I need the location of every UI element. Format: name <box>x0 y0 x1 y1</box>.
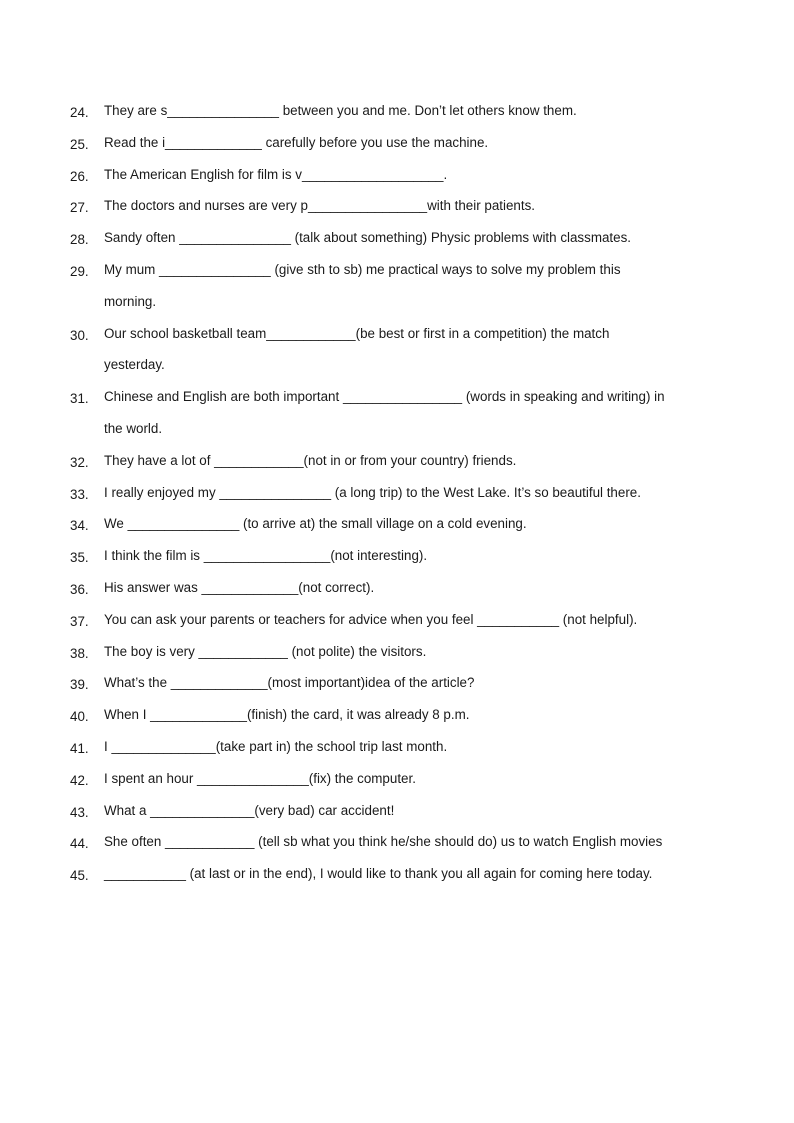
question-number: 26. <box>70 168 89 184</box>
question-text: His answer was _____________(not correct). <box>104 579 375 595</box>
question-29-continuation <box>0 286 794 318</box>
question-text: I spent an hour _______________(fix) the computer. <box>104 770 416 786</box>
question-text: The American English for film is v___________________. <box>104 166 448 182</box>
question-43 <box>0 795 794 827</box>
question-44 <box>0 826 794 858</box>
question-text: The doctors and nurses are very p________________with their patients. <box>104 198 536 214</box>
question-36 <box>0 572 794 604</box>
question-text: When I _____________(finish) the card, it was already 8 p.m. <box>104 707 470 723</box>
question-41 <box>0 731 794 763</box>
question-31 <box>0 381 794 413</box>
question-text-continuation: yesterday. <box>104 357 165 373</box>
question-text: I think the film is _________________(not interesting). <box>104 548 428 564</box>
question-29 <box>0 254 794 286</box>
question-24 <box>0 95 794 127</box>
question-33 <box>0 477 794 509</box>
question-34 <box>0 508 794 540</box>
question-number: 31. <box>70 391 89 407</box>
question-number: 24. <box>70 105 89 120</box>
question-26 <box>0 159 794 191</box>
question-text-continuation: the world. <box>104 420 163 436</box>
question-27 <box>0 190 794 222</box>
question-text: What’s the _____________(most important)idea of the article? <box>104 675 475 691</box>
question-number: 42. <box>70 772 89 788</box>
question-number: 32. <box>70 454 89 470</box>
question-text: Chinese and English are both important ________________ (words in speaking and writing) in <box>104 389 665 405</box>
question-39 <box>0 667 794 699</box>
question-number: 29. <box>70 263 89 279</box>
question-text: The boy is very ____________ (not polite) the visitors. <box>104 643 427 659</box>
question-35 <box>0 540 794 572</box>
question-number: 35. <box>70 550 89 566</box>
question-number: 36. <box>70 581 89 597</box>
question-text: What a ______________(very bad) car accident! <box>104 802 395 818</box>
question-text: Read the i_____________ carefully before you use the machine. <box>104 134 489 150</box>
question-text: They have a lot of ____________(not in or from your country) friends. <box>104 452 517 468</box>
question-number: 45. <box>70 868 89 884</box>
question-number: 28. <box>70 232 89 248</box>
question-number: 33. <box>70 486 89 502</box>
question-number: 25. <box>70 136 89 152</box>
question-text: They are s_______________ between you and me. Don’t let others know them. <box>104 103 577 118</box>
question-number: 27. <box>70 200 89 216</box>
question-text: Sandy often _______________ (talk about something) Physic problems with classmates. <box>104 230 632 246</box>
question-number: 41. <box>70 740 89 756</box>
question-text: My mum _______________ (give sth to sb) me practical ways to solve my problem this <box>104 261 621 277</box>
question-28 <box>0 222 794 254</box>
question-40 <box>0 699 794 731</box>
question-text: I really enjoyed my _______________ (a long trip) to the West Lake. It’s so beautiful there. <box>104 484 641 500</box>
question-32 <box>0 445 794 477</box>
question-number: 44. <box>70 836 89 852</box>
question-37 <box>0 604 794 636</box>
question-number: 39. <box>70 677 89 693</box>
question-38 <box>0 636 794 668</box>
question-text: ___________ (at last or in the end), I would like to thank you all again for coming here today. <box>104 866 653 882</box>
question-42 <box>0 763 794 795</box>
question-31-continuation <box>0 413 794 445</box>
question-number: 43. <box>70 804 89 820</box>
question-text: She often ____________ (tell sb what you think he/she should do) us to watch English movies <box>104 834 663 850</box>
question-25 <box>0 127 794 159</box>
question-number: 30. <box>70 327 89 343</box>
question-text: I ______________(take part in) the school trip last month. <box>104 738 448 754</box>
question-number: 38. <box>70 645 89 661</box>
question-text-continuation: morning. <box>104 293 157 309</box>
question-text: We _______________ (to arrive at) the small village on a cold evening. <box>104 516 527 532</box>
question-30 <box>0 318 794 350</box>
question-text: You can ask your parents or teachers for advice when you feel ___________ (not helpful). <box>104 611 638 627</box>
question-45 <box>0 858 794 890</box>
question-number: 37. <box>70 613 89 629</box>
worksheet <box>0 95 794 890</box>
question-text: Our school basketball team____________(be best or first in a competition) the match <box>104 325 610 341</box>
question-number: 34. <box>70 518 89 534</box>
question-30-continuation <box>0 349 794 381</box>
question-number: 40. <box>70 709 89 725</box>
